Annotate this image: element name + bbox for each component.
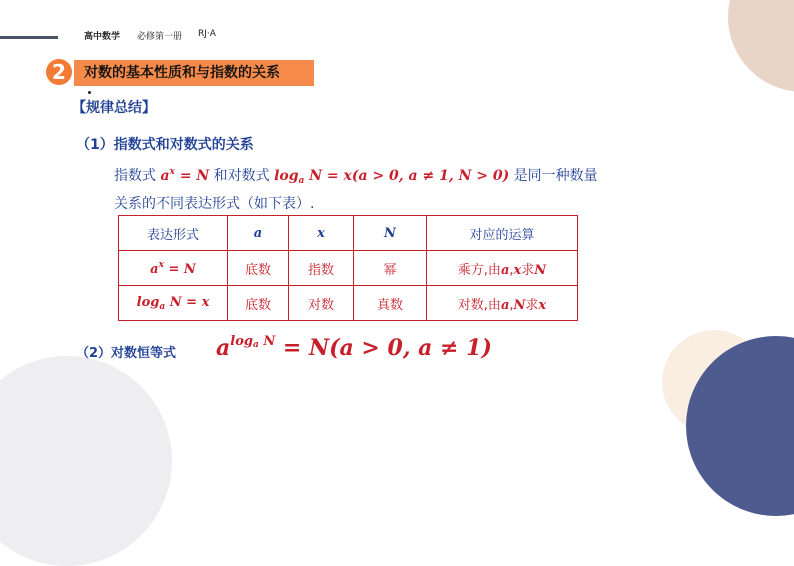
table-row [119, 251, 578, 286]
part1-text-b: 和对数式 [209, 168, 275, 184]
row2-op-text2: 求 [525, 297, 539, 313]
title-dot [88, 91, 91, 94]
relation-table [118, 215, 578, 321]
row2-op-comma: , [509, 297, 514, 313]
identity-exp-head: log [230, 334, 253, 349]
row2-op-var2: N [513, 297, 526, 313]
header-edition: RJ·A [198, 29, 216, 39]
rule-summary-title: 【规律总结】 [72, 100, 156, 116]
row1-form [119, 251, 228, 286]
row1-form-rest: = N [163, 261, 196, 277]
section-title: 对数的基本性质和与指数的关系 [74, 60, 314, 86]
part1-heading: （1）指数式和对数式的关系 [76, 137, 254, 153]
part2-heading: （2）对数恒等式 [76, 346, 177, 361]
row2-op-text: 对数,由 [457, 297, 501, 313]
identity-exponent [230, 334, 275, 349]
row1-operation [427, 251, 578, 286]
part1-text-a: 指数式 [114, 168, 161, 184]
decor-circle-bottom-left [0, 356, 172, 566]
row2-operation [427, 286, 578, 321]
row1-x: 指数 [289, 251, 354, 286]
header-cell-n: N [354, 216, 427, 251]
exp-power: x [169, 167, 175, 177]
row2-form-rest: N = x [165, 294, 210, 310]
exp-rest: = N [174, 168, 210, 184]
table-row [119, 286, 578, 321]
exp-base: a [160, 168, 170, 184]
row1-op-text2: 求 [521, 262, 535, 278]
part1-line2: 关系的不同表达形式（如下表）. [114, 196, 315, 212]
header-cell-form: 表达形式 [119, 216, 228, 251]
part1-text-c: 是同一种数量 [509, 168, 598, 184]
row1-op-var1: a [500, 262, 510, 278]
row1-op-comma: , [509, 262, 514, 278]
identity-exp-base: a [252, 340, 259, 350]
header-cell-a: a [228, 216, 289, 251]
row1-op-var2: x [513, 262, 522, 278]
row2-form [119, 286, 228, 321]
row1-op-text: 乘方,由 [457, 262, 501, 278]
header-line [0, 36, 58, 39]
header-cell-operation: 对应的运算 [427, 216, 578, 251]
row2-op-var1: a [500, 297, 510, 313]
decor-circle-top-right [728, 0, 794, 92]
log-head: log [274, 168, 299, 184]
row2-n: 真数 [354, 286, 427, 321]
row1-form-power: x [158, 259, 164, 270]
logarithmic-form [274, 168, 509, 184]
row1-op-var3: N [534, 262, 547, 278]
log-rest: N = x(a > 0, a ≠ 1, N > 0) [304, 168, 510, 184]
row2-op-var3: x [538, 297, 547, 313]
part1-line1 [114, 165, 598, 186]
header-cell-x: x [289, 216, 354, 251]
identity-exp-tail: N [258, 334, 276, 349]
section-number-badge: 2 [46, 59, 72, 85]
log-base: a [298, 176, 305, 186]
row2-form-base: a [159, 301, 166, 312]
table-header-row [119, 216, 578, 251]
identity-base: a [216, 335, 231, 361]
row2-x: 对数 [289, 286, 354, 321]
exponential-form [160, 168, 209, 184]
log-identity-formula [216, 334, 492, 361]
row1-n: 幂 [354, 251, 427, 286]
row1-form-base: a [150, 261, 159, 277]
header-book: 必修第一册 [137, 32, 183, 42]
identity-rest: = N(a > 0, a ≠ 1) [275, 335, 492, 361]
row2-a: 底数 [228, 286, 289, 321]
header-subject: 高中数学 [84, 32, 121, 42]
row1-a: 底数 [228, 251, 289, 286]
row2-form-head: log [136, 294, 160, 310]
